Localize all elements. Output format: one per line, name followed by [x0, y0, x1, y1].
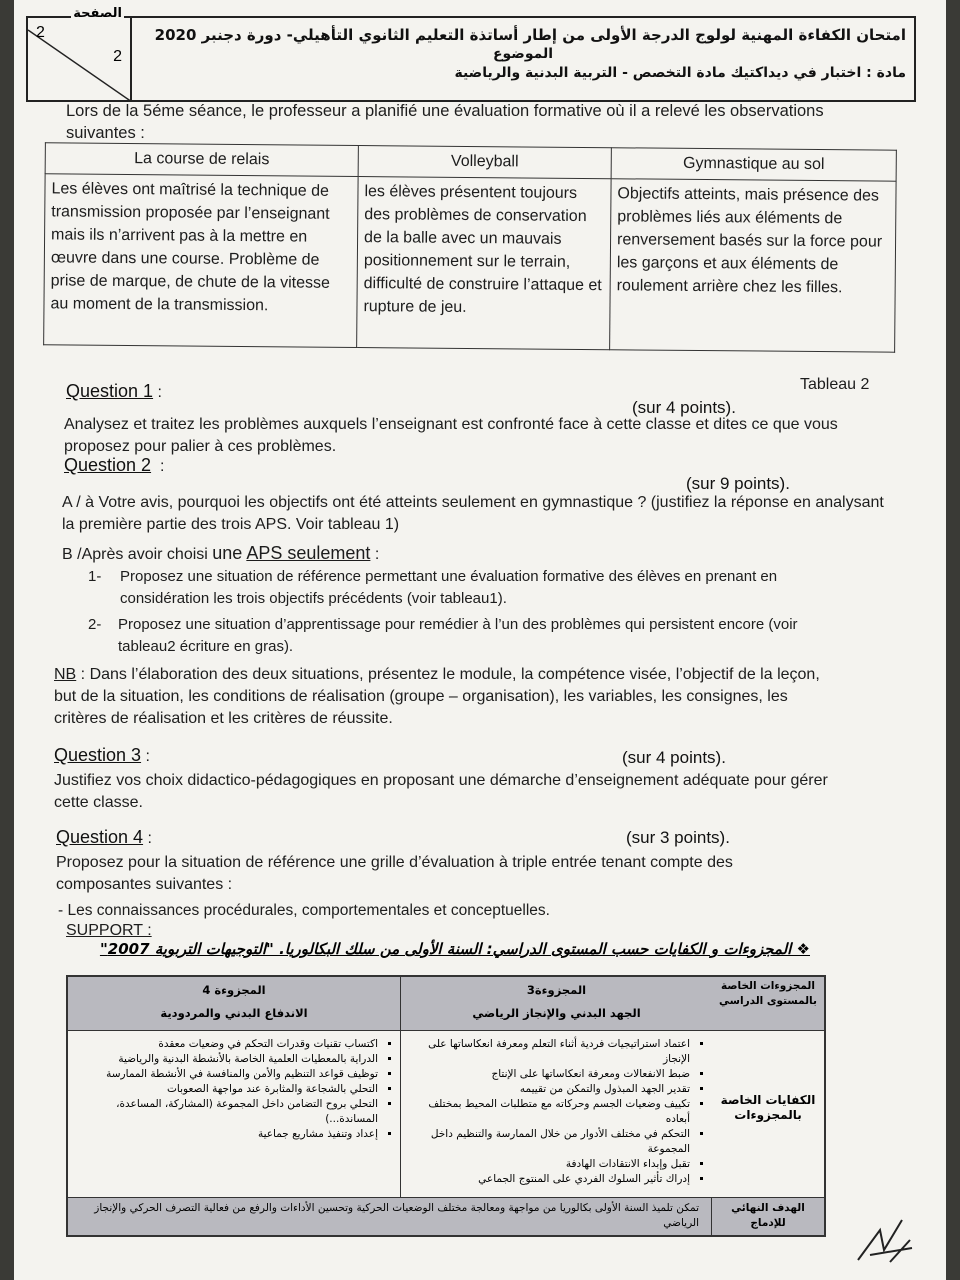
q4-title: Question 4	[56, 827, 144, 847]
nb-text: : Dans l’élaboration des deux situations, présentez le module, la compétence visée, l’objectif de la leçon, but de la situation, les conditions de réalisation (groupe – organisation), les variables, les consignes, les critères de réalisation et les critères de réussite.	[54, 666, 820, 727]
support-label	[66, 920, 152, 942]
q3-points: (sur 4 points).	[622, 748, 726, 767]
module3-list	[405, 1037, 704, 1187]
goal-row	[68, 1197, 824, 1235]
exam-title: امتحان الكفاءة المهنية لولوج الدرجة الأولى من إطار أساتذة التعليم الثانوي التأهيلي- دورة دجنبر 2020	[154, 26, 906, 44]
support-title: ❖ المجزوءات و الكفايات حسب المستوى الدراسي: السنة الأولى من سلك البكالوريا. "التوجيهات التربوية 2007"	[99, 940, 810, 958]
module4-header	[68, 977, 400, 1031]
modules-table	[66, 975, 826, 1237]
q3-text: Justifiez vos choix didactico-pédagogiques en proposant une démarche d’enseignement adéquate pour gérer cette classe.	[54, 772, 828, 811]
table-row	[44, 174, 896, 352]
competence-item: ▪ التحلي بروح التضامن داخل المجموعة (المشاركة، المساعدة، المساندة...)	[72, 1097, 378, 1127]
module3-header	[401, 977, 712, 1031]
q1-title: Question 1	[66, 381, 154, 401]
q2-b-une: une	[212, 543, 247, 563]
module3-number: المجزوءة3	[526, 983, 587, 997]
q3-heading	[54, 744, 150, 768]
header-text	[140, 18, 906, 100]
q1-points: (sur 4 points).	[632, 398, 736, 417]
q2-item1: Proposez une situation de référence permettant une évaluation formative des élèves en prenant en considération les trois objectifs précédents (voir tableau1).	[120, 568, 778, 607]
q2-item2: Proposez une situation d’apprentissage pour remédier à l’un des problèmes qui persistent encore (voir tableau2 écriture en gras).	[118, 616, 798, 655]
q2-item1-num: 1-	[88, 568, 102, 585]
cell-volleyball: les élèves présentent toujours des problèmes de conservation de la balle avec un mauvais positionnement sur le terrain, difficulté de construire l’attaque et rupture de jeu.	[357, 177, 611, 350]
label-header: المجزوءات الخاصة بالمستوى الدراسي	[712, 977, 824, 1031]
q2-b-aps: APS seulement	[246, 543, 371, 563]
observations-table	[43, 142, 897, 352]
q2-b-prefix: B /Après avoir choisi	[62, 546, 213, 563]
q2-points: (sur 9 points).	[686, 474, 790, 493]
q2-part-b	[62, 542, 882, 566]
cell-relay: Les élèves ont maîtrisé la technique de transmission proposée par l’enseignant mais ils n’arrivent pas à la mettre en œuvre dans une course. Problème de prise de marque, de chute de la vitesse au moment de la transmission.	[44, 174, 358, 348]
header-relay: La course de relais	[45, 143, 358, 177]
competence-item: ▪ إعداد وتنفيذ مشاريع جماعية	[72, 1127, 378, 1142]
competence-item: ▪ اعتماد استراتيجيات فردية أثناء التعلم ومعرفة انعكاساتها على الإنجاز	[405, 1037, 690, 1067]
competence-item: ▪ ضبط الانفعالات ومعرفة انعكاساتها على الإنتاج	[405, 1067, 690, 1082]
competence-item: ▪ تقدير الجهد المبذول والتمكن من تقييمه	[405, 1082, 690, 1097]
q2-title: Question 2	[64, 455, 152, 475]
competence-item: ▪ اكتساب تقنيات وقدرات التحكم في وضعيات معقدة	[72, 1037, 378, 1052]
table-caption: Tableau 2	[800, 376, 870, 393]
q2-item2-num: 2-	[88, 616, 102, 633]
q4-text: Proposez pour la situation de référence une grille d’évaluation à triple entrée tenant compte des composantes suivantes :	[56, 854, 733, 893]
page-current: 2	[36, 24, 45, 41]
goal-label: الهدف النهائي للإدماج	[731, 1202, 805, 1229]
exam-header	[26, 6, 916, 102]
competence-item: ▪ التحكم في مختلف الأدوار من خلال الممارسة والتنظيم داخل المجموعة	[405, 1127, 690, 1157]
competence-item: ▪ الدراية بالمعطيات العلمية الخاصة بالأنشطة البدنية والرياضية	[72, 1052, 378, 1067]
q4-points: (sur 3 points).	[626, 828, 730, 847]
nb-label: NB	[54, 666, 77, 683]
header-gymnastics: Gymnastique au sol	[611, 148, 896, 181]
intro-text: Lors de la 5éme séance, le professeur a planifié une évaluation formative où il a relevé les observations suivantes :	[66, 102, 824, 142]
module4-number: المجزوءة 4	[202, 983, 266, 997]
competence-item: ▪ توظيف قواعد التنظيم والأمن والمنافسة في الأنشطة الممارسة	[72, 1067, 378, 1082]
competences-label: الكفايات الخاصة بالمجزوءات	[720, 1093, 816, 1122]
cell-gymnastics: Objectifs atteints, mais présence des problèmes liés aux éléments de renversement basés sur la force pour les garçons et aux éléments de roulement arrière chez les filles.	[610, 179, 896, 352]
page-label: الصفحة	[73, 6, 122, 21]
signature-mark	[850, 1210, 920, 1270]
q3-colon: :	[145, 748, 150, 765]
q1-heading	[66, 380, 162, 404]
header-volleyball: Volleyball	[358, 146, 611, 179]
competence-item: ▪ التحلي بالشجاعة والمثابرة عند مواجهة الصعوبات	[72, 1082, 378, 1097]
q2-heading	[64, 454, 164, 478]
subject-label: الموضوع	[492, 46, 554, 62]
q1-colon: :	[157, 384, 162, 401]
q2-colon: :	[159, 458, 165, 475]
competence-item: ▪ تكييف وضعيات الجسم وحركاته مع متطلبات المحيط بمختلف أبعاده	[405, 1097, 690, 1127]
q2-b-suffix: :	[370, 546, 380, 563]
competence-item: ▪ إدراك تأثير السلوك الفردي على المنتوج الجماعي	[405, 1172, 690, 1187]
q2-nb	[54, 664, 830, 730]
subject-line: مادة : اختبار في ديداكتيك مادة التخصص - التربية البدنية والرياضية	[454, 65, 906, 81]
q1-text: Analysez et traitez les problèmes auxquels l’enseignant est confronté face à cette classe et dites ce que vous proposez pour palier à ces problèmes.	[64, 416, 838, 455]
page-total: 2	[113, 48, 122, 65]
goal-text: تمكن تلميذ السنة الأولى بكالوريا من مواجهة ومعالجة مختلف الوضعيات الحركية وتحسين الأداءات والرفع من فعالية التصرف الحركي والإنجاز الرياضي	[68, 1198, 712, 1235]
q4-heading	[56, 826, 152, 850]
q4-item: - Les connaissances procédurales, comportementales et conceptuelles.	[58, 902, 550, 919]
module4-title: الاندفاع البدني والمردودية	[160, 1006, 308, 1020]
page-number-box	[28, 6, 132, 102]
module3-title: الجهد البدني والإنجاز الرياضي	[472, 1006, 641, 1020]
competence-item: ▪ تقبل وإبداء الانتقادات الهادفة	[405, 1157, 690, 1172]
support-label-text: SUPPORT :	[66, 922, 152, 939]
q3-title: Question 3	[54, 745, 142, 765]
module4-list	[72, 1037, 392, 1142]
q2-part-a: A / à Votre avis, pourquoi les objectifs ont été atteints seulement en gymnastique ? (justifiez la réponse en analysant la première partie des trois APS. Voir tableau 1)	[62, 494, 884, 533]
q4-colon: :	[147, 830, 152, 847]
